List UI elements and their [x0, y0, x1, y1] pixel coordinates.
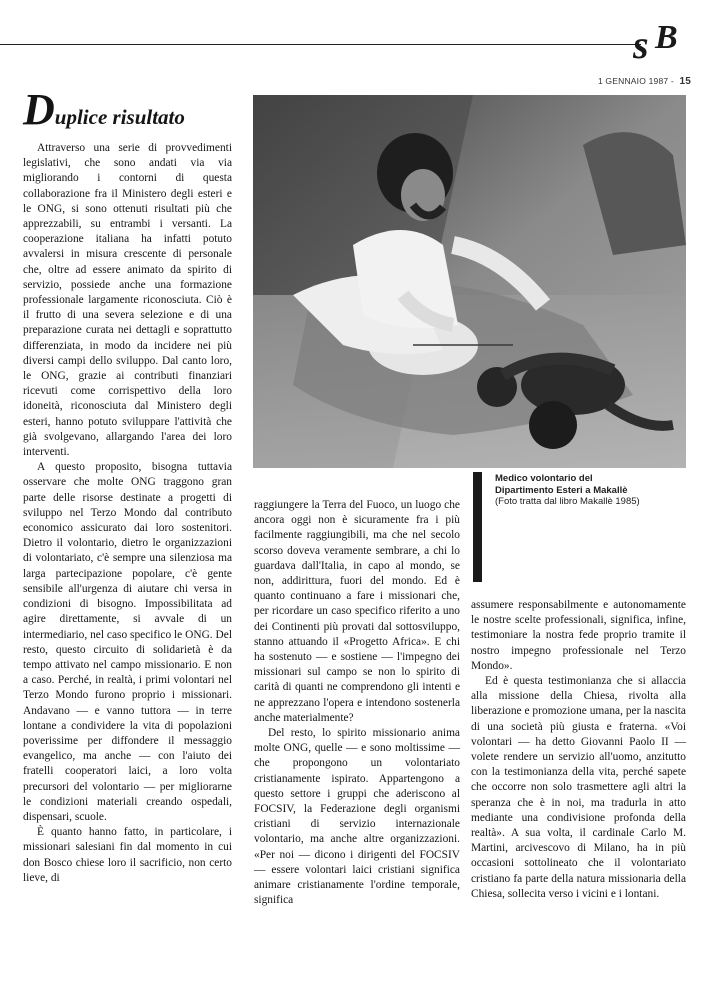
- paragraph-6: assumere responsabilmente e autonomamente le nostre scelte professionali, significa, infine, testimoniare la nostra fede proprio tramite il nostro impegno professionale nel Terzo Mondo».: [471, 599, 686, 672]
- caption-title: Medico volontario del Dipartimento Esteri a Makallè: [495, 473, 628, 496]
- article-photo: [253, 95, 686, 468]
- paragraph-5: Del resto, lo spirito missionario anima molte ONG, quelle — e sono moltissime — che propongono un volontariato cristianamente ispirato. Appartengono a questo settore i gruppi che aderiscono al FOCSIV, la Federazione degli organismi cristiani di servizio internazionale volontario, ma anche altre organizzazioni. «Per noi — dicono i dirigenti del FOCSIV — essere volontari laici cristiani significa animare cristianamente l'ordine temporale, significa: [254, 727, 460, 907]
- header-rule: [0, 44, 641, 45]
- paragraph-7: Ed è questa testimonianza che si allaccia alla missione della Chiesa, rivolta alla liberazione e promozione umana, per la nascita di una società più giusta e fraterna. «Voi volontari — ha detto Giovanni Paolo II — volete rendere un servizio all'uomo, anzitutto con la testimonianza della vita, perché sapete che occorre non solo trasmettere agli altri la speranza che è in noi, ma tradurla in atto mediante una condivisione profonda della realtà». A sua volta, il cardinale Carlo M. Martini, arcivescovo di Milano, ha in più occasioni sottolineato che il volontariato cristiano fa parte della natura missionaria della Chiesa, sollecita verso i vicini e i lontani.: [471, 675, 686, 900]
- date-page-separator: -: [668, 76, 677, 86]
- photo-caption: [495, 473, 645, 508]
- sb-logo-icon: [633, 8, 707, 68]
- magazine-logo: [633, 8, 707, 68]
- article-title: [23, 85, 232, 137]
- svg-text:B: B: [655, 19, 678, 56]
- caption-credit: (Foto tratta dal libro Makallè 1985): [495, 496, 640, 507]
- article-column-3: [471, 598, 686, 902]
- title-drop-cap: D: [23, 85, 55, 134]
- article-column-2: [254, 498, 460, 908]
- title-text: uplice risultato: [54, 105, 185, 129]
- issue-date-page: [598, 76, 691, 87]
- article-column-1: [23, 85, 232, 886]
- doctor-patient-photo-icon: [253, 95, 686, 468]
- paragraph-1: Attraverso una serie di provvedimenti legislativi, che sono andati via via migliorando i contorni di questa collaborazione fra il Ministero degli esteri e le ONG, si sono ottenuti risultati più che apprezzabili, su entrambi i versanti. La cooperazione italiana ha infatti potuto avvalersi in misura crescente di personale che, oltre ad essere animato da spirito di servizio, possiede anche una formazione professionale largamente riconosciuta. Ciò è il frutto di una severa selezione e di una preparazione curata nei dettagli e soprattutto differenziata, in modo da incidere nei più diversi campi dello sviluppo. Dal canto loro, le ONG, grazie ai contributi finanziari ricevuti come corrispettivo della loro idoneità, riconosciuta dal Ministero degli esteri, hanno potuto sviluppare l'attività che già svolgevano, allargando l'area dei loro interventi.: [23, 142, 232, 459]
- svg-text:s: s: [633, 22, 649, 67]
- issue-date: 1 GENNAIO 1987: [597, 76, 669, 86]
- paragraph-2: A questo proposito, bisogna tuttavia osservare che molte ONG traggono gran parte delle risorse destinate a progetti di sviluppo nel Terzo Mondo dal contributo economico assicurato dai loro sostenitori. Dietro il volontario, dietro le organizzazioni di volontariato, c'è sempre una silenziosa ma larga partecipazione popolare, c'è gente sensibile all'urgenza di aiutare chi versa in condizioni di bisogno. Impossibilitata ad agire direttamente, si avvale di un intermediario, nel caso specifico le ONG. Del resto, questo circuito di solidarietà è da tempo attivato nel campo missionario. E non a caso. Perché, in realtà, i primi volontari nel Terzo Mondo furono proprio i missionari. Andavano — e vanno tuttora — in terre lontane a condividere la vita di popolazioni poverissime per diffondere il messaggio evangelico, ma anche — con l'aiuto dei fratelli cooperatori laici, a loro volta precursori del volontario — per migliorarne le condizioni materiali creando ospedali, dispensari, scuole.: [23, 461, 232, 823]
- paragraph-3: È quanto hanno fatto, in particolare, i missionari salesiani fin dal momento in cui don Bosco chiese loro il sacrificio, non certo lieve, di: [23, 826, 232, 884]
- page-number: 15: [679, 76, 691, 87]
- caption-bar: [473, 472, 482, 582]
- paragraph-4: raggiungere la Terra del Fuoco, un luogo che ancora oggi non è sicuramente fra i più facilmente raggiungibili, ma che nel secolo scorso doveva veramente sembrare, a chi lo guardava dall'Italia, in capo al mondo, se non, addirittura, fuori del mondo. Ed è quanto continuano a fare i missionari che, per ricordare un caso specifico riferito a uno dei Continenti più provati dal sottosviluppo, stanno attuando il «Progetto Africa». E chi ha sostenuto — e sostiene — l'impegno dei missionari sul campo se non lo spirito di carità di quanti ne comprendono gli intenti e ne apprezzano l'opera e intendono sostenerla anche materialmente?: [254, 499, 460, 724]
